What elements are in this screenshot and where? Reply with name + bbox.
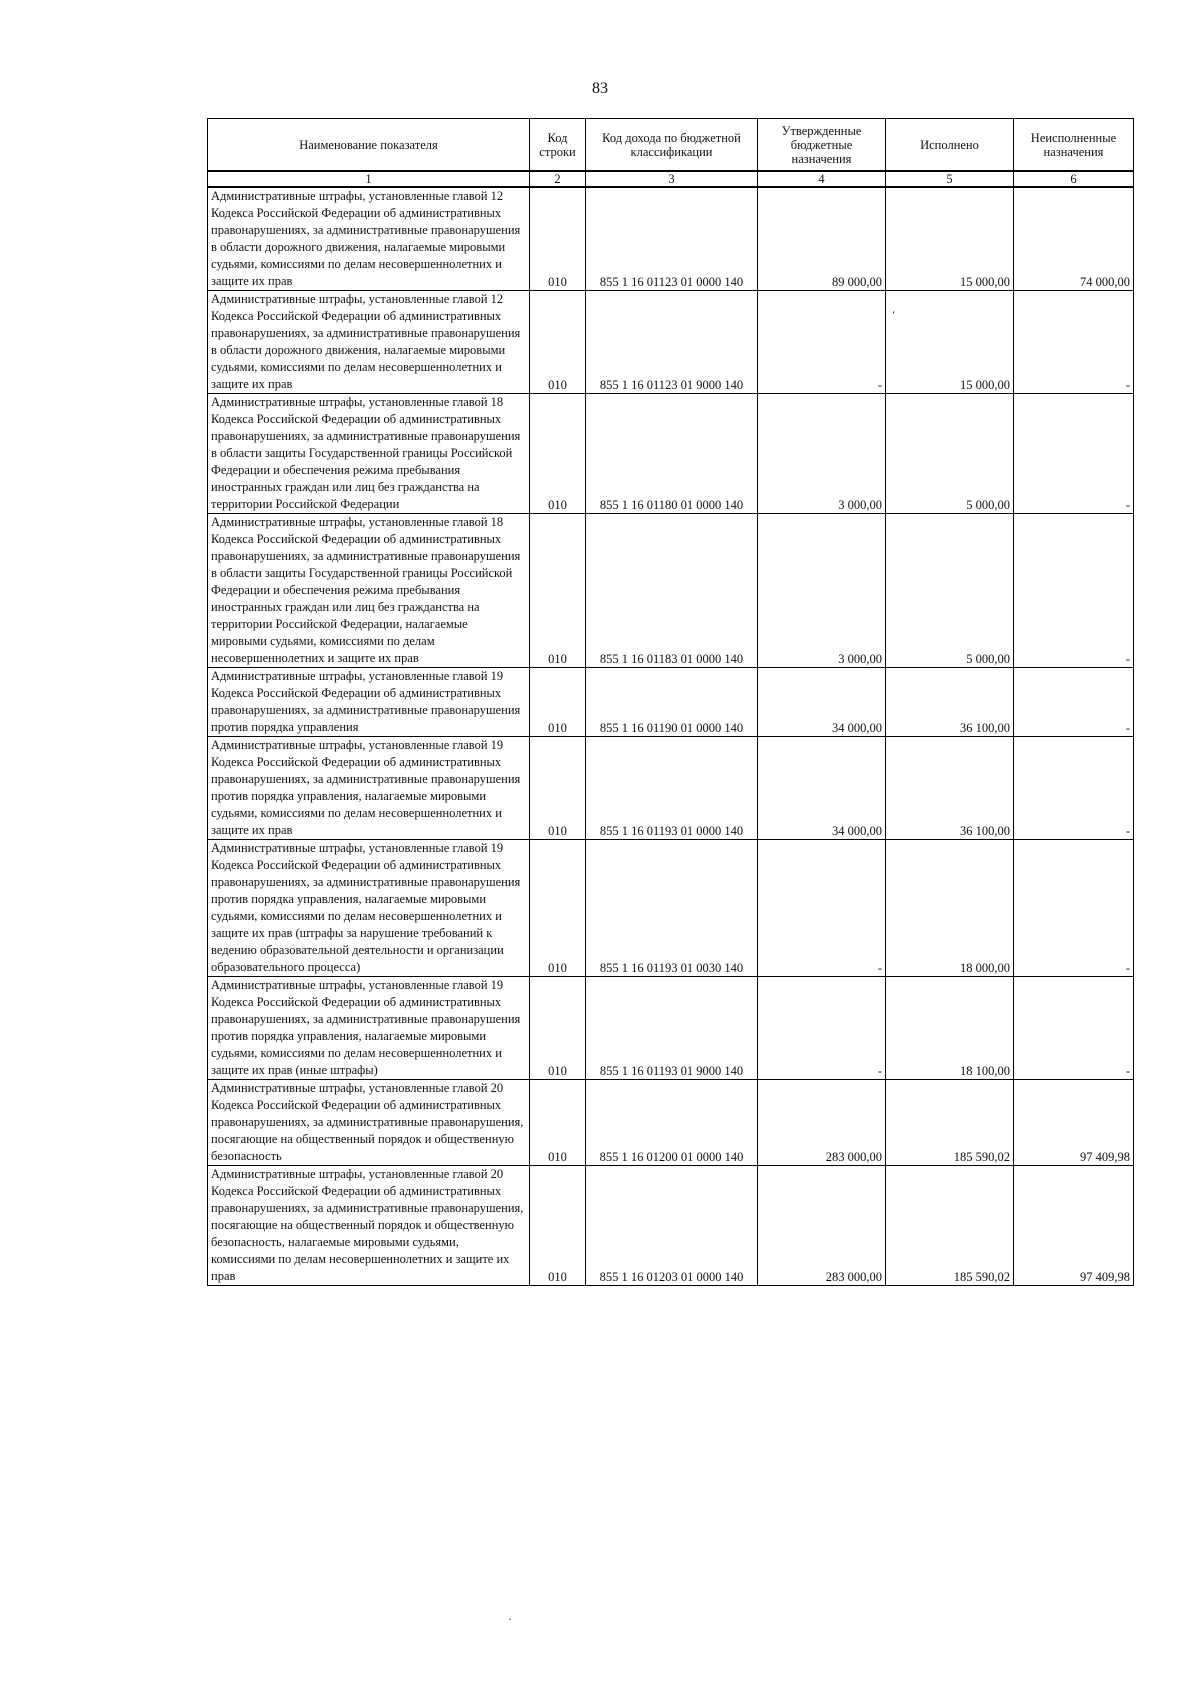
row-executed: 15 000,00 <box>886 291 1014 394</box>
column-number-row <box>208 171 1134 187</box>
table-row <box>208 514 1134 668</box>
table-row <box>208 668 1134 737</box>
row-approved: 3 000,00 <box>758 514 886 668</box>
row-kbk: 855 1 16 01200 01 0000 140 <box>586 1080 758 1166</box>
row-code: 010 <box>530 514 586 668</box>
row-name: Административные штрафы, установленные главой 12 Кодекса Российской Федерации об административных правонарушениях, за административные правонарушения в области дорожного движения, налагаемые мировыми судьями, комиссиями по делам несовершеннолетних и защите их прав <box>208 291 530 394</box>
row-unexecuted: - <box>1014 291 1134 394</box>
column-number: 6 <box>1014 171 1134 187</box>
row-name: Административные штрафы, установленные главой 12 Кодекса Российской Федерации об административных правонарушениях, за административные правонарушения в области дорожного движения, налагаемые мировыми судьями, комиссиями по делам несовершеннолетних и защите их прав <box>208 187 530 291</box>
row-code: 010 <box>530 1080 586 1166</box>
row-code: 010 <box>530 977 586 1080</box>
header-income-code: Код дохода по бюджетной классификации <box>586 119 758 172</box>
table-row <box>208 1166 1134 1286</box>
row-approved: 89 000,00 <box>758 187 886 291</box>
row-name: Административные штрафы, установленные главой 18 Кодекса Российской Федерации об административных правонарушениях, за административные правонарушения в области защиты Государственной границы Российской Федерации и обеспечения режима пребывания иностранных граждан или лиц без гражданства на территории Российской Федерации, налагаемые мировыми судьями, комиссиями по делам несовершеннолетних и защите их прав <box>208 514 530 668</box>
row-approved: 283 000,00 <box>758 1166 886 1286</box>
table-row <box>208 291 1134 394</box>
row-unexecuted: - <box>1014 840 1134 977</box>
row-kbk: 855 1 16 01123 01 9000 140 <box>586 291 758 394</box>
row-kbk: 855 1 16 01190 01 0000 140 <box>586 668 758 737</box>
row-code: 010 <box>530 394 586 514</box>
column-number: 1 <box>208 171 530 187</box>
row-name: Административные штрафы, установленные главой 19 Кодекса Российской Федерации об административных правонарушениях, за административные правонарушения против порядка управления, налагаемые мировыми судьями, комиссиями по делам несовершеннолетних и защите их прав (штрафы за нарушение требований к ведению образовательной деятельности и организации образовательного процесса) <box>208 840 530 977</box>
row-approved: 34 000,00 <box>758 668 886 737</box>
row-unexecuted: - <box>1014 514 1134 668</box>
row-code: 010 <box>530 1166 586 1286</box>
row-executed: 18 100,00 <box>886 977 1014 1080</box>
header-approved: Утвержденные бюджетные назначения <box>758 119 886 172</box>
row-unexecuted: - <box>1014 394 1134 514</box>
table-row <box>208 977 1134 1080</box>
row-executed: 36 100,00 <box>886 668 1014 737</box>
row-kbk: 855 1 16 01193 01 9000 140 <box>586 977 758 1080</box>
row-code: 010 <box>530 840 586 977</box>
row-unexecuted: 97 409,98 <box>1014 1166 1134 1286</box>
row-executed: 185 590,02 <box>886 1166 1014 1286</box>
scan-tick-mark: ‘ <box>892 310 896 321</box>
table-row <box>208 394 1134 514</box>
row-name: Административные штрафы, установленные главой 20 Кодекса Российской Федерации об административных правонарушениях, за административные правонарушения, посягающие на общественный порядок и общественную безопасность, налагаемые мировыми судьями, комиссиями по делам несовершеннолетних и защите их прав <box>208 1166 530 1286</box>
row-executed: 5 000,00 <box>886 514 1014 668</box>
row-code: 010 <box>530 291 586 394</box>
row-unexecuted: 74 000,00 <box>1014 187 1134 291</box>
header-indicator-name: Наименование показателя <box>208 119 530 172</box>
row-kbk: 855 1 16 01193 01 0000 140 <box>586 737 758 840</box>
row-code: 010 <box>530 737 586 840</box>
row-code: 010 <box>530 187 586 291</box>
row-name: Административные штрафы, установленные главой 19 Кодекса Российской Федерации об административных правонарушениях, за административные правонарушения против порядка управления, налагаемые мировыми судьями, комиссиями по делам несовершеннолетних и защите их прав <box>208 737 530 840</box>
budget-execution-table <box>207 118 1134 1286</box>
row-kbk: 855 1 16 01180 01 0000 140 <box>586 394 758 514</box>
table-row <box>208 187 1134 291</box>
row-approved: 3 000,00 <box>758 394 886 514</box>
row-kbk: 855 1 16 01123 01 0000 140 <box>586 187 758 291</box>
row-unexecuted: 97 409,98 <box>1014 1080 1134 1166</box>
row-approved: - <box>758 840 886 977</box>
column-number: 5 <box>886 171 1014 187</box>
row-unexecuted: - <box>1014 668 1134 737</box>
row-name: Административные штрафы, установленные главой 18 Кодекса Российской Федерации об административных правонарушениях, за административные правонарушения в области защиты Государственной границы Российской Федерации и обеспечения режима пребывания иностранных граждан или лиц без гражданства на территории Российской Федерации <box>208 394 530 514</box>
row-kbk: 855 1 16 01193 01 0030 140 <box>586 840 758 977</box>
header-unexecuted: Неисполненные назначения <box>1014 119 1134 172</box>
row-name: Административные штрафы, установленные главой 19 Кодекса Российской Федерации об административных правонарушениях, за административные правонарушения против порядка управления <box>208 668 530 737</box>
row-kbk: 855 1 16 01203 01 0000 140 <box>586 1166 758 1286</box>
header-line-code: Код строки <box>530 119 586 172</box>
row-code: 010 <box>530 668 586 737</box>
table-row <box>208 737 1134 840</box>
row-approved: - <box>758 977 886 1080</box>
row-executed: 185 590,02 <box>886 1080 1014 1166</box>
column-number: 2 <box>530 171 586 187</box>
scan-dot-mark: · <box>508 1612 512 1626</box>
row-kbk: 855 1 16 01183 01 0000 140 <box>586 514 758 668</box>
header-executed: Исполнено <box>886 119 1014 172</box>
row-name: Административные штрафы, установленные главой 19 Кодекса Российской Федерации об административных правонарушениях, за административные правонарушения против порядка управления, налагаемые мировыми судьями, комиссиями по делам несовершеннолетних и защите их прав (иные штрафы) <box>208 977 530 1080</box>
row-approved: - <box>758 291 886 394</box>
column-number: 3 <box>586 171 758 187</box>
table-row <box>208 1080 1134 1166</box>
row-unexecuted: - <box>1014 977 1134 1080</box>
row-executed: 5 000,00 <box>886 394 1014 514</box>
header-row <box>208 119 1134 172</box>
row-executed: 18 000,00 <box>886 840 1014 977</box>
row-unexecuted: - <box>1014 737 1134 840</box>
row-executed: 36 100,00 <box>886 737 1014 840</box>
column-number: 4 <box>758 171 886 187</box>
table-row <box>208 840 1134 977</box>
row-executed: 15 000,00 <box>886 187 1014 291</box>
row-approved: 283 000,00 <box>758 1080 886 1166</box>
page-number: 83 <box>592 80 608 97</box>
row-name: Административные штрафы, установленные главой 20 Кодекса Российской Федерации об административных правонарушениях, за административные правонарушения, посягающие на общественный порядок и общественную безопасность <box>208 1080 530 1166</box>
row-approved: 34 000,00 <box>758 737 886 840</box>
